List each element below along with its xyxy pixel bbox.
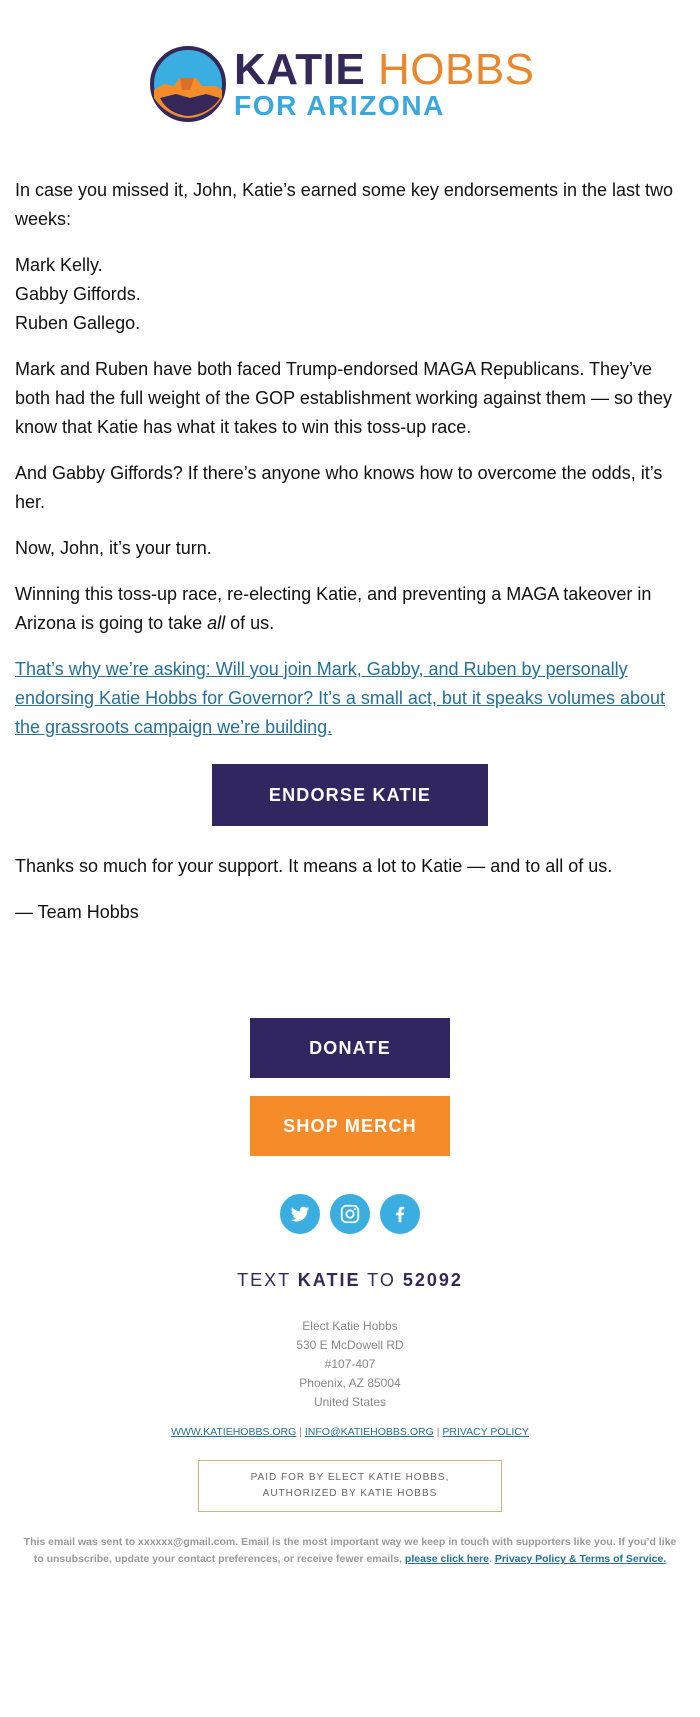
- website-link[interactable]: WWW.KATIEHOBBS.ORG: [171, 1426, 297, 1438]
- email-link[interactable]: INFO@KATIEHOBBS.ORG: [304, 1426, 434, 1438]
- campaign-logo: [150, 46, 550, 122]
- twitter-icon[interactable]: [280, 1194, 320, 1234]
- text-keyword: KATIE: [297, 1270, 361, 1290]
- arizona-mesa-logo-icon: [150, 46, 226, 122]
- donate-button[interactable]: DONATE: [250, 1018, 450, 1078]
- paid-for-line: PAID FOR BY ELECT KATIE HOBBS,: [250, 1472, 450, 1483]
- address-line: #107-407: [324, 1357, 376, 1371]
- intro-paragraph: In case you missed it, John, Katie’s earned some key endorsements in the last two weeks:: [15, 180, 674, 229]
- logo-first-name: KATIE: [234, 45, 366, 94]
- winning-text-end: of us.: [225, 613, 275, 633]
- endorser-item: Gabby Giffords.: [15, 284, 141, 304]
- address-line: 530 E McDowell RD: [296, 1338, 404, 1352]
- address-line: United States: [313, 1395, 387, 1409]
- link-separator: |: [299, 1426, 302, 1438]
- faced-paragraph: Mark and Ruben have both faced Trump-endorsed MAGA Republicans. They’ve both had the full weight of the GOP establishment working against them — so they know that Katie has what it takes to win this toss-up race.: [15, 359, 673, 437]
- winning-paragraph: [15, 580, 685, 638]
- endorser-list: [15, 251, 685, 338]
- unsubscribe-link[interactable]: please click here: [404, 1553, 489, 1565]
- address-line: Phoenix, AZ 85004: [299, 1376, 401, 1390]
- text-to-join: [0, 1270, 700, 1291]
- gabby-paragraph: And Gabby Giffords? If there’s anyone who knows how to overcome the odds, it’s her.: [15, 463, 663, 512]
- winning-text-start: Winning this toss-up race, re-electing Katie, and preventing a MAGA takeover in Arizona is going to take: [15, 584, 652, 633]
- legal-text: This email was sent to xxxxxx@gmail.com. Email is the most important way we keep in touch with supporters like you. If you’d like to unsubscribe, update your contact preferences, or receive fewer emails,: [23, 1536, 677, 1565]
- mailing-address: [0, 1317, 700, 1412]
- privacy-terms-link[interactable]: Privacy Policy & Terms of Service.: [494, 1553, 667, 1565]
- address-line: Elect Katie Hobbs: [302, 1319, 398, 1333]
- endorser-item: Mark Kelly.: [15, 255, 103, 275]
- email-body: [15, 176, 685, 944]
- endorser-item: Ruben Gallego.: [15, 313, 141, 333]
- privacy-policy-link[interactable]: PRIVACY POLICY: [442, 1426, 529, 1438]
- logo-subtitle: FOR ARIZONA: [234, 90, 445, 121]
- logo-name: [234, 46, 535, 94]
- authorized-by-line: AUTHORIZED BY KATIE HOBBS: [262, 1488, 438, 1499]
- thanks-paragraph: Thanks so much for your support. It means a lot to Katie — and to all of us.: [15, 856, 613, 876]
- signoff: — Team Hobbs: [15, 902, 139, 922]
- legal-dot: .: [488, 1553, 495, 1565]
- logo-last-name: HOBBS: [377, 45, 535, 94]
- footer-links: [0, 1426, 700, 1438]
- endorse-ask-link[interactable]: That’s why we’re asking: Will you join Mark, Gabby, and Ruben by personally endorsing Katie Hobbs for Governor? It’s a small act, but it speaks volumes about the grassroots campaign we’re building.: [15, 659, 666, 737]
- email-footer: [0, 1018, 700, 1568]
- your-turn-paragraph: Now, John, it’s your turn.: [15, 538, 212, 558]
- text-prefix: TEXT: [237, 1270, 298, 1290]
- legal-notice: [20, 1534, 680, 1568]
- shop-merch-button[interactable]: SHOP MERCH: [250, 1096, 450, 1156]
- endorse-katie-button[interactable]: ENDORSE KATIE: [212, 764, 488, 826]
- social-links: [0, 1194, 700, 1234]
- text-number: 52092: [402, 1270, 463, 1290]
- paid-for-disclaimer: [198, 1460, 502, 1512]
- ask-paragraph: [15, 655, 685, 742]
- winning-emphasis: all: [207, 613, 226, 633]
- instagram-icon[interactable]: [330, 1194, 370, 1234]
- facebook-icon[interactable]: [380, 1194, 420, 1234]
- link-separator: |: [436, 1426, 440, 1438]
- text-mid: TO: [360, 1270, 403, 1290]
